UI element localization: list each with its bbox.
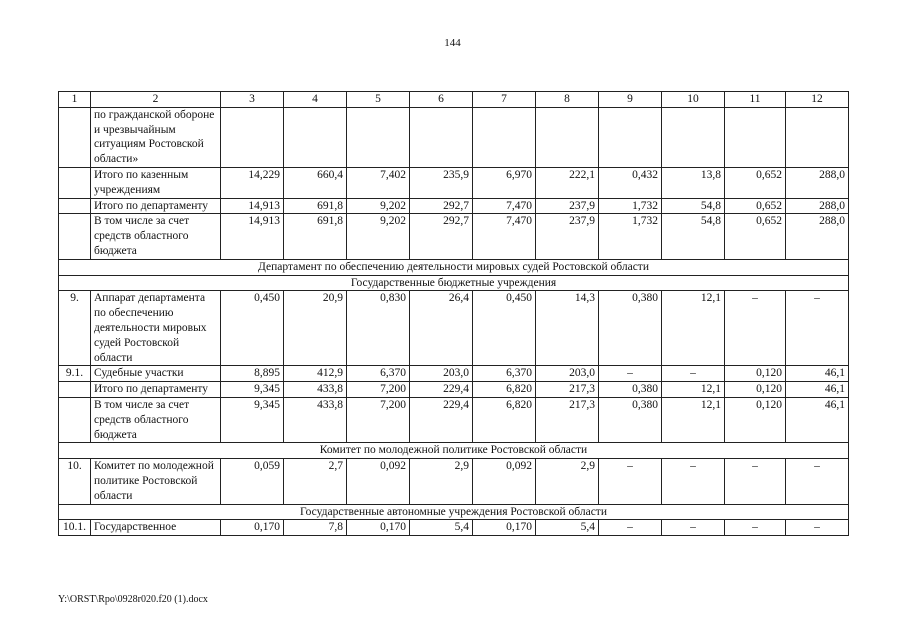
table-row — [59, 366, 849, 382]
column-number: 8 — [536, 92, 599, 108]
value-cell: 6,370 — [347, 366, 410, 382]
row-index — [59, 167, 91, 198]
value-cell: – — [599, 459, 662, 504]
value-cell: 433,8 — [284, 397, 347, 442]
data-table — [58, 91, 849, 536]
value-cell: – — [599, 366, 662, 382]
value-cell: 8,895 — [221, 366, 284, 382]
row-name: Аппарат департамента по обеспечению деятельности мировых судей Ростовской области — [91, 291, 221, 366]
value-cell: – — [725, 520, 786, 536]
value-cell: 433,8 — [284, 382, 347, 398]
value-cell: 288,0 — [786, 214, 849, 259]
value-cell: – — [599, 520, 662, 536]
value-cell: 0,092 — [473, 459, 536, 504]
row-name: Судебные участки — [91, 366, 221, 382]
section-row — [59, 275, 849, 291]
value-cell — [473, 107, 536, 167]
value-cell: 292,7 — [410, 198, 473, 214]
section-row — [59, 443, 849, 459]
column-number: 11 — [725, 92, 786, 108]
value-cell: 9,202 — [347, 214, 410, 259]
value-cell: 1,732 — [599, 214, 662, 259]
table-row — [59, 198, 849, 214]
value-cell: 288,0 — [786, 167, 849, 198]
column-number: 1 — [59, 92, 91, 108]
value-cell: 46,1 — [786, 366, 849, 382]
row-index — [59, 198, 91, 214]
value-cell: 26,4 — [410, 291, 473, 366]
value-cell: – — [786, 520, 849, 536]
file-path-footer: Y:\ORST\Rpo\0928r020.f20 (1).docx — [58, 594, 208, 605]
table-row — [59, 107, 849, 167]
value-cell: 229,4 — [410, 397, 473, 442]
section-row — [59, 259, 849, 275]
value-cell: 235,9 — [410, 167, 473, 198]
value-cell: 12,1 — [662, 397, 725, 442]
column-number: 4 — [284, 92, 347, 108]
value-cell: – — [725, 459, 786, 504]
row-index: 9. — [59, 291, 91, 366]
table-row — [59, 520, 849, 536]
value-cell: 0,380 — [599, 291, 662, 366]
value-cell: 229,4 — [410, 382, 473, 398]
value-cell: 0,380 — [599, 382, 662, 398]
value-cell: 7,470 — [473, 214, 536, 259]
value-cell: – — [662, 366, 725, 382]
value-cell — [662, 107, 725, 167]
value-cell: 691,8 — [284, 214, 347, 259]
value-cell: 217,3 — [536, 397, 599, 442]
value-cell — [347, 107, 410, 167]
row-index — [59, 107, 91, 167]
value-cell: 14,913 — [221, 214, 284, 259]
row-name: Комитет по молодежной политике Ростовской области — [91, 459, 221, 504]
value-cell: 0,120 — [725, 397, 786, 442]
row-index: 9.1. — [59, 366, 91, 382]
value-cell: 2,9 — [410, 459, 473, 504]
value-cell: 0,380 — [599, 397, 662, 442]
value-cell: 54,8 — [662, 214, 725, 259]
row-index: 10.1. — [59, 520, 91, 536]
value-cell: 288,0 — [786, 198, 849, 214]
column-number: 7 — [473, 92, 536, 108]
value-cell — [410, 107, 473, 167]
value-cell — [599, 107, 662, 167]
row-name: по гражданской обороне и чрезвычайным ситуациям Ростовской области» — [91, 107, 221, 167]
column-number: 2 — [91, 92, 221, 108]
value-cell: 0,120 — [725, 366, 786, 382]
row-name: В том числе за счет средств областного бюджета — [91, 214, 221, 259]
column-number: 5 — [347, 92, 410, 108]
value-cell: 9,202 — [347, 198, 410, 214]
value-cell: 46,1 — [786, 397, 849, 442]
section-title: Государственные бюджетные учреждения — [59, 275, 849, 291]
value-cell: 0,830 — [347, 291, 410, 366]
row-name: Итого по департаменту — [91, 382, 221, 398]
value-cell: 237,9 — [536, 198, 599, 214]
value-cell: 14,913 — [221, 198, 284, 214]
value-cell: 2,7 — [284, 459, 347, 504]
column-number: 12 — [786, 92, 849, 108]
value-cell: 7,200 — [347, 397, 410, 442]
value-cell: 2,9 — [536, 459, 599, 504]
value-cell: 0,170 — [473, 520, 536, 536]
table-row — [59, 397, 849, 442]
value-cell: 5,4 — [536, 520, 599, 536]
value-cell: 6,970 — [473, 167, 536, 198]
value-cell: 222,1 — [536, 167, 599, 198]
value-cell — [786, 107, 849, 167]
value-cell: 7,402 — [347, 167, 410, 198]
row-index — [59, 397, 91, 442]
value-cell: 13,8 — [662, 167, 725, 198]
section-title: Комитет по молодежной политике Ростовской области — [59, 443, 849, 459]
value-cell: 412,9 — [284, 366, 347, 382]
value-cell: 292,7 — [410, 214, 473, 259]
value-cell: 0,450 — [473, 291, 536, 366]
value-cell: 660,4 — [284, 167, 347, 198]
section-row — [59, 504, 849, 520]
column-number: 3 — [221, 92, 284, 108]
header-row — [59, 92, 849, 108]
table-row — [59, 167, 849, 198]
value-cell: 12,1 — [662, 382, 725, 398]
value-cell: – — [786, 291, 849, 366]
value-cell: 237,9 — [536, 214, 599, 259]
value-cell: 0,652 — [725, 198, 786, 214]
row-index: 10. — [59, 459, 91, 504]
value-cell: 0,059 — [221, 459, 284, 504]
row-name: Итого по департаменту — [91, 198, 221, 214]
row-name: В том числе за счет средств областного бюджета — [91, 397, 221, 442]
section-title: Департамент по обеспечению деятельности мировых судей Ростовской области — [59, 259, 849, 275]
value-cell: 7,8 — [284, 520, 347, 536]
value-cell: 54,8 — [662, 198, 725, 214]
table-row — [59, 291, 849, 366]
value-cell: 12,1 — [662, 291, 725, 366]
value-cell: 203,0 — [536, 366, 599, 382]
value-cell: – — [662, 520, 725, 536]
value-cell: – — [662, 459, 725, 504]
value-cell: 7,200 — [347, 382, 410, 398]
value-cell: 46,1 — [786, 382, 849, 398]
value-cell: 691,8 — [284, 198, 347, 214]
value-cell — [221, 107, 284, 167]
value-cell: 0,170 — [347, 520, 410, 536]
value-cell: 14,229 — [221, 167, 284, 198]
value-cell — [536, 107, 599, 167]
value-cell: 1,732 — [599, 198, 662, 214]
value-cell — [284, 107, 347, 167]
value-cell: 7,470 — [473, 198, 536, 214]
column-number: 6 — [410, 92, 473, 108]
value-cell: 0,432 — [599, 167, 662, 198]
page-number: 144 — [444, 37, 461, 49]
table-row — [59, 382, 849, 398]
value-cell: 0,092 — [347, 459, 410, 504]
value-cell: 20,9 — [284, 291, 347, 366]
section-title: Государственные автономные учреждения Ростовской области — [59, 504, 849, 520]
value-cell: 9,345 — [221, 397, 284, 442]
value-cell: 6,820 — [473, 397, 536, 442]
value-cell: 0,170 — [221, 520, 284, 536]
value-cell: 0,120 — [725, 382, 786, 398]
value-cell: 217,3 — [536, 382, 599, 398]
value-cell: 203,0 — [410, 366, 473, 382]
value-cell: – — [725, 291, 786, 366]
value-cell: 6,820 — [473, 382, 536, 398]
column-number: 9 — [599, 92, 662, 108]
table-row — [59, 459, 849, 504]
value-cell: 6,370 — [473, 366, 536, 382]
row-index — [59, 214, 91, 259]
value-cell: – — [786, 459, 849, 504]
value-cell: 0,652 — [725, 167, 786, 198]
value-cell: 0,652 — [725, 214, 786, 259]
row-name: Государственное — [91, 520, 221, 536]
value-cell — [725, 107, 786, 167]
table-row — [59, 214, 849, 259]
column-number: 10 — [662, 92, 725, 108]
row-name: Итого по казенным учреждениям — [91, 167, 221, 198]
value-cell: 5,4 — [410, 520, 473, 536]
value-cell: 0,450 — [221, 291, 284, 366]
row-index — [59, 382, 91, 398]
value-cell: 14,3 — [536, 291, 599, 366]
value-cell: 9,345 — [221, 382, 284, 398]
